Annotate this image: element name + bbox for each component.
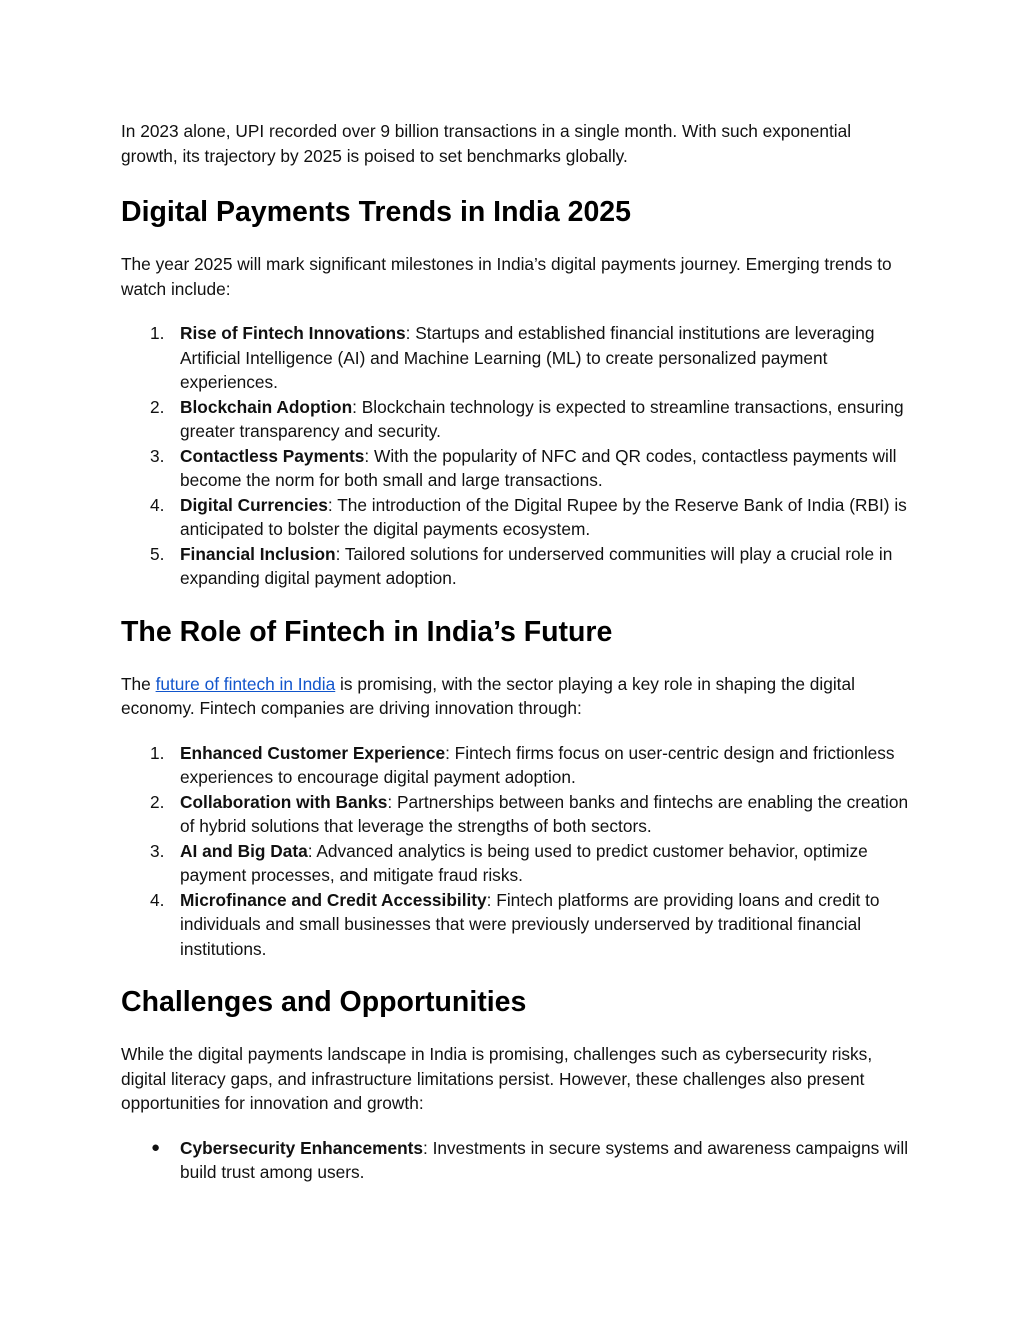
list-item-title: Collaboration with Banks (180, 791, 388, 812)
list-item-text: : Investments in secure systems and awareness campaigns will build trust among users. (180, 1137, 909, 1182)
list-item (121, 888, 912, 962)
fintech-drivers-list (121, 741, 912, 962)
section-heading-payments-trends: Digital Payments Trends in India 2025 (121, 196, 632, 228)
list-item-text: : Blockchain technology is expected to streamline transactions, ensuring greater transparency and security. (180, 396, 904, 441)
list-item-title: Financial Inclusion (180, 543, 336, 564)
section-heading-challenges: Challenges and Opportunities (121, 986, 527, 1018)
list-item-title: Blockchain Adoption (180, 396, 353, 417)
section-lead-fintech-role (121, 672, 912, 721)
list-item (121, 493, 912, 542)
list-item-title: Digital Currencies (180, 494, 328, 515)
list-number: 4. (150, 494, 165, 515)
list-item (121, 395, 912, 444)
list-item-text: : Fintech platforms are providing loans and credit to individuals and small businesses that were previously underserved by traditional financial institutions. (180, 889, 880, 959)
list-item-text: : Partnerships between banks and fintechs are enabling the creation of hybrid solutions that leverage the strengths of both sectors. (180, 791, 909, 836)
list-item (121, 542, 912, 591)
section-lead-challenges: While the digital payments landscape in India is promising, challenges such as cybersecurity risks, digital literacy gaps, and infrastructure limitations persist. However, these challenges also present opportunities for innovation and growth: (121, 1044, 873, 1113)
list-item-text: : Tailored solutions for underserved communities will play a crucial role in expanding digital payment adoption. (180, 543, 893, 588)
section-lead-payments-trends: The year 2025 will mark significant milestones in India’s digital payments journey. Emerging trends to watch include: (121, 254, 892, 299)
opportunities-list (121, 1136, 912, 1185)
list-number: 1. (150, 742, 165, 763)
lead-text-before: The (121, 673, 156, 694)
list-item-title: Microfinance and Credit Accessibility (180, 889, 487, 910)
lead-text-after: is promising, with the sector playing a key role in shaping the digital economy. Fintech companies are driving innovation through: (121, 673, 855, 718)
list-item-text: : The introduction of the Digital Rupee by the Reserve Bank of India (RBI) is anticipated to bolster the digital payments ecosystem. (180, 494, 907, 539)
list-item-title: Enhanced Customer Experience (180, 742, 446, 763)
list-item-text: : Fintech firms focus on user-centric design and frictionless experiences to encourage digital payment adoption. (180, 742, 895, 787)
trends-list (121, 321, 912, 591)
list-item-title: Cybersecurity Enhancements (180, 1137, 423, 1158)
list-number: 5. (150, 543, 165, 564)
bullet-icon: ● (151, 1138, 161, 1156)
list-number: 1. (150, 323, 165, 343)
list-item (121, 1136, 912, 1185)
list-item-title: Contactless Payments (180, 445, 365, 466)
list-item (121, 839, 912, 888)
list-item-text: : With the popularity of NFC and QR codes, contactless payments will become the norm for both small and large transactions. (180, 445, 897, 490)
list-item-text: : Startups and established financial institutions are leveraging Artificial Intelligence (AI) and Machine Learning (ML) to create personalized payment experiences. (180, 323, 875, 392)
list-item (121, 790, 912, 839)
list-item-title: Rise of Fintech Innovations (180, 323, 406, 343)
list-number: 2. (150, 396, 165, 417)
list-item-text: : Advanced analytics is being used to predict customer behavior, optimize payment processes, and mitigate fraud risks. (180, 840, 868, 885)
list-number: 4. (150, 889, 165, 910)
list-number: 3. (150, 445, 165, 466)
future-of-fintech-link[interactable]: future of fintech in India (155, 673, 336, 694)
list-item (121, 321, 912, 395)
intro-paragraph: In 2023 alone, UPI recorded over 9 billion transactions in a single month. With such exponential growth, its trajectory by 2025 is poised to set benchmarks globally. (121, 121, 852, 166)
list-number: 2. (150, 791, 165, 812)
list-item (121, 741, 912, 790)
list-item-title: AI and Big Data (180, 840, 308, 861)
list-item (121, 444, 912, 493)
list-number: 3. (150, 840, 165, 861)
section-heading-fintech-role: The Role of Fintech in India’s Future (121, 615, 613, 648)
